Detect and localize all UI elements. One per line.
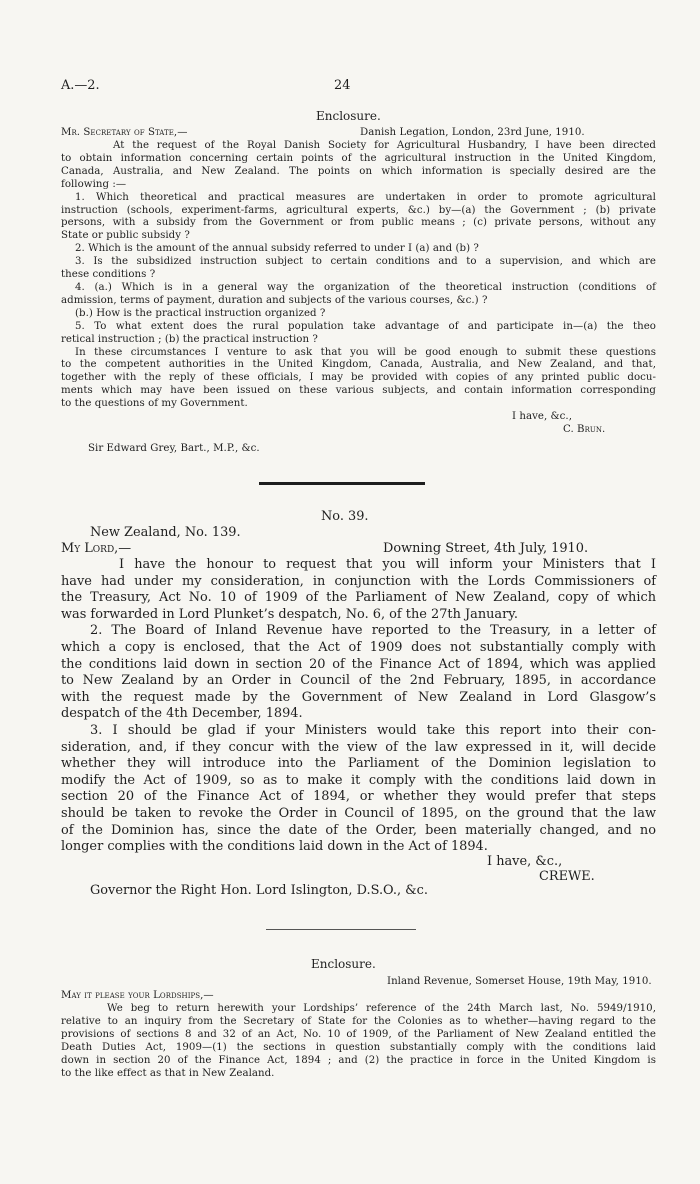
text-line: We beg to return herewith your Lordships’ reference of the 24th March last, No. 5949/1910,	[107, 1003, 656, 1014]
text-line: the conditions laid down in section 20 of the Finance Act of 1894, which was applied	[61, 656, 656, 672]
text-line: At the request of the Royal Danish Society for Agricultural Husbandry, I have been directed	[113, 140, 656, 151]
section-divider	[259, 482, 425, 485]
text-line: relative to an inquiry from the Secretary of State for the Colonies as to whether—having regard to the	[61, 1015, 656, 1027]
text-line: In these circumstances I venture to ask that you will be good enough to submit these questions	[75, 346, 656, 358]
text-line: 1. Which theoretical and practical measures are undertaken in order to promote agricultural	[75, 191, 656, 203]
text-line: admission, terms of payment, duration and subjects of the various courses, &c.) ?	[61, 294, 488, 306]
closing: I have, &c.,	[487, 854, 563, 869]
text-line: provisions of sections 8 and 32 of an Act, No. 10 of 1909, of the Parliament of New Zealand entitled the	[61, 1028, 656, 1040]
text-line: retical instruction ; (b) the practical instruction ?	[61, 333, 318, 345]
text-line: to obtain information concerning certain points of the agricultural instruction in the United Kingdom,	[61, 152, 656, 164]
text-line: Canada, Australia, and New Zealand. The points on which information is specially desired are the	[61, 165, 656, 177]
section-divider	[266, 929, 416, 930]
text-line: 2. Which is the amount of the annual subsidy referred to under I (a) and (b) ?	[75, 243, 479, 255]
enclosure-heading: Enclosure.	[316, 109, 381, 123]
text-line: 4. (a.) Which is in a general way the organization of the theoretical instruction (conditions of	[75, 281, 656, 293]
text-line: persons, with a subsidy from the Government or from public means ; (c) private persons, without any	[61, 217, 656, 229]
text-line: ments which may have been issued on these various subjects, and contain information corresponding	[61, 385, 656, 397]
signature: CREWE.	[539, 869, 595, 884]
enclosure-body	[61, 140, 656, 411]
addressee: Sir Edward Grey, Bart., M.P., &c.	[88, 443, 260, 454]
text-line: the Treasury, Act No. 10 of 1909 of the Parliament of New Zealand, copy of which	[61, 590, 656, 606]
text-line: 2. The Board of Inland Revenue have reported to the Treasury, in a letter of	[90, 623, 656, 639]
text-line: was forwarded in Lord Plunket’s despatch, No. 6, of the 27th January.	[61, 606, 518, 622]
text-line: should be taken to revoke the Order in Council of 1895, on the ground that the law	[61, 805, 656, 821]
text-line: to New Zealand by an Order in Council of the 2nd February, 1895, in accordance	[61, 673, 656, 689]
text-line: have had under my consideration, in conjunction with the Lords Commissioners of	[61, 573, 656, 589]
dateline: Inland Revenue, Somerset House, 19th May, 1910.	[387, 976, 652, 987]
text-line: modify the Act of 1909, so as to make it comply with the conditions laid down in	[61, 772, 656, 788]
text-line: of the Dominion has, since the date of the Order, been materially changed, and no	[61, 822, 656, 838]
text-line: longer complies with the conditions laid down in the Act of 1894.	[61, 839, 488, 855]
text-line: sideration, and, if they concur with the view of the law expressed in it, will decide	[61, 739, 656, 755]
text-line: (b.) How is the practical instruction organized ?	[75, 307, 326, 319]
salutation: My Lord,—	[61, 541, 132, 556]
text-line: whether they will introduce into the Parliament of the Dominion legislation to	[61, 756, 656, 772]
text-line: to the like effect as that in New Zealand.	[61, 1067, 275, 1079]
text-line: 3. Is the subsidized instruction subject to certain conditions and to a supervision, and which are	[75, 256, 656, 268]
dateline: Danish Legation, London, 23rd June, 1910.	[360, 127, 585, 138]
salutation: May it please your Lordships,—	[61, 990, 214, 1001]
enclosure-body	[61, 1003, 656, 1080]
page-number: 24	[334, 78, 351, 93]
salutation: Mr. Secretary of State,—	[61, 127, 188, 138]
text-line: down in section 20 of the Finance Act, 1894 ; and (2) the practice in force in the United Kingdom is	[61, 1054, 656, 1066]
closing: I have, &c.,	[512, 411, 573, 422]
dateline: Downing Street, 4th July, 1910.	[383, 541, 589, 556]
text-line: which a copy is enclosed, that the Act of 1909 does not substantially comply with	[61, 639, 656, 655]
text-line: despatch of the 4th December, 1894.	[61, 706, 303, 722]
text-line: to the competent authorities in the United Kingdom, Canada, Australia, and New Zealand, and that,	[61, 359, 656, 371]
text-line: Death Duties Act, 1909—(1) the sections in question substantially comply with the conditions laid	[61, 1041, 656, 1053]
text-line: with the request made by the Government of New Zealand in Lord Glasgow’s	[61, 689, 656, 705]
text-line: following :—	[61, 178, 127, 190]
text-line: to the questions of my Government.	[61, 398, 248, 410]
addressee: Governor the Right Hon. Lord Islington, D.S.O., &c.	[90, 883, 428, 898]
signature: C. Brun.	[563, 424, 606, 435]
dispatch-number: No. 39.	[321, 509, 369, 524]
text-line: State or public subsidy ?	[61, 230, 190, 242]
text-line: together with the reply of these officials, I may be provided with copies of any printed public docu-	[61, 372, 656, 384]
dispatch-body	[61, 557, 656, 856]
text-line: 5. To what extent does the rural population take advantage of and participate in—(a) the theo	[75, 320, 656, 332]
text-line: I have the honour to request that you will inform your Ministers that I	[119, 557, 656, 572]
text-line: these conditions ?	[61, 269, 156, 281]
text-line: instruction (schools, experiment-farms, agricultural experts, &c.) by—(a) the Government ; (b) private	[61, 204, 656, 216]
text-line: section 20 of the Finance Act of 1894, or whether they would prefer that steps	[61, 789, 656, 805]
text-line: 3. I should be glad if your Ministers would take this report into their con-	[90, 722, 656, 738]
enclosure-heading: Enclosure.	[311, 957, 376, 971]
report-code: A.—2.	[61, 78, 100, 93]
dispatch-reference: New Zealand, No. 139.	[90, 525, 241, 540]
